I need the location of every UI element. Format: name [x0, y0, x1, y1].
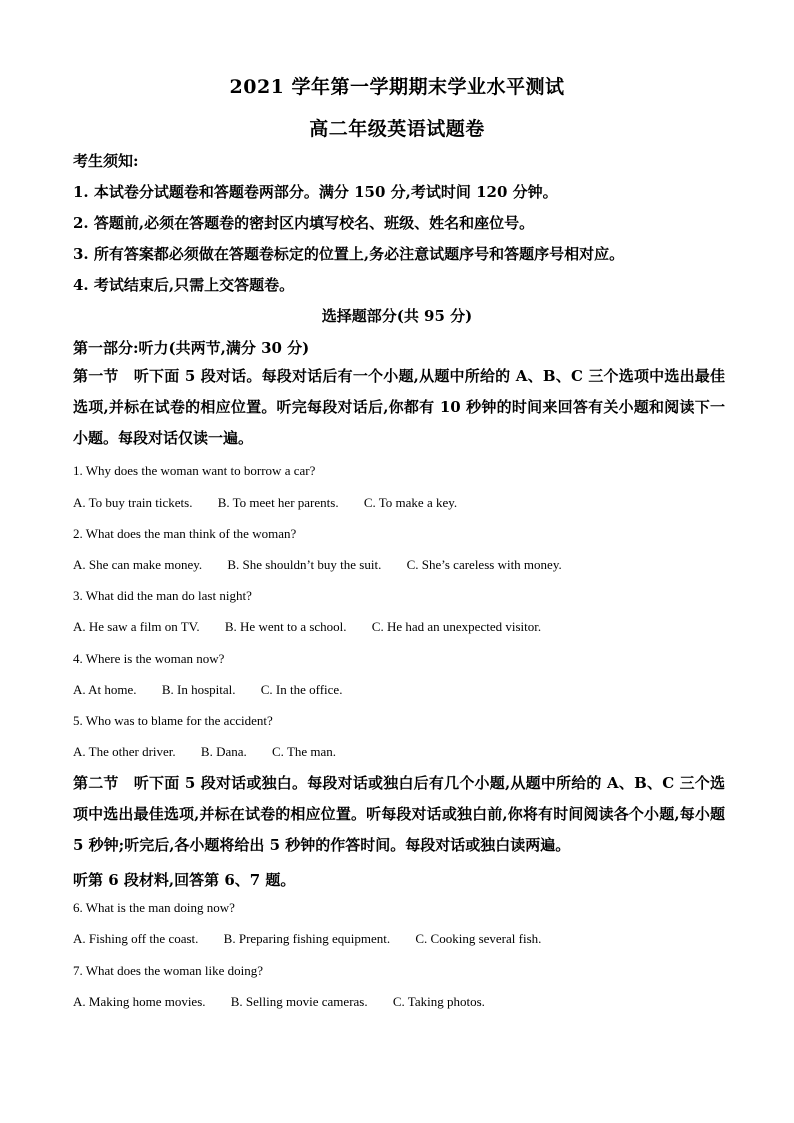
question-5: 5. Who was to blame for the accident?	[73, 713, 273, 728]
option-a: A. He saw a film on TV.	[73, 619, 200, 634]
question-2: 2. What does the man think of the woman?	[73, 526, 297, 541]
option-c: C. Taking photos.	[392, 994, 485, 1009]
question-1: 1. Why does the woman want to borrow a car?	[73, 463, 316, 478]
section1-part2-instructions: 第二节 听下面 5 段对话或独白。每段对话或独白后有几个小题,从题中所给的 A、B、C 三个选项中选出最佳选项,并标在试卷的相应位置。听每段对话或独白前,你将有时间阅读各个小题,每小题 5 秒钟;听完后,各小题将给出 5 秒钟的作答时间。每段对话或独白读两遍。	[73, 774, 725, 854]
exam-subtitle: 高二年级英语试题卷	[309, 118, 485, 140]
option-c: C. She’s careless with money.	[406, 557, 562, 572]
section1-part2-lead: 听第 6 段材料,回答第 6、7 题。	[73, 871, 296, 889]
option-b: B. Selling movie cameras.	[230, 994, 368, 1009]
question-2-options	[73, 557, 584, 573]
section1-title: 第一部分:听力(共两节,满分 30 分)	[73, 339, 310, 357]
option-a: A. To buy train tickets.	[73, 495, 193, 510]
notice-item-4: 4. 考试结束后,只需上交答题卷。	[73, 276, 295, 294]
question-7-options	[73, 994, 507, 1010]
question-6-options	[73, 931, 563, 947]
notice-heading: 考生须知:	[73, 152, 139, 170]
option-a: A. Making home movies.	[73, 994, 206, 1009]
notice-item-3: 3. 所有答案都必须做在答题卷标定的位置上,务必注意试题序号和答题序号相对应。	[73, 245, 625, 263]
option-b: B. He went to a school.	[224, 619, 347, 634]
option-b: B. In hospital.	[161, 682, 236, 697]
question-3: 3. What did the man do last night?	[73, 588, 252, 603]
option-b: B. To meet her parents.	[217, 495, 339, 510]
question-3-options	[73, 619, 563, 635]
option-c: C. In the office.	[260, 682, 343, 697]
option-b: B. She shouldn’t buy the suit.	[227, 557, 382, 572]
option-c: C. He had an unexpected visitor.	[371, 619, 542, 634]
exam-title: 2021 学年第一学期期末学业水平测试	[229, 76, 565, 98]
option-b: B. Dana.	[200, 744, 247, 759]
option-a: A. At home.	[73, 682, 137, 697]
part-title: 选择题部分(共 95 分)	[321, 307, 473, 325]
option-a: A. Fishing off the coast.	[73, 931, 199, 946]
option-a: A. She can make money.	[73, 557, 203, 572]
option-c: C. Cooking several fish.	[415, 931, 542, 946]
question-1-options	[73, 495, 479, 511]
notice-item-1: 1. 本试卷分试题卷和答题卷两部分。满分 150 分,考试时间 120 分钟。	[73, 183, 558, 201]
option-c: C. To make a key.	[363, 495, 458, 510]
question-6: 6. What is the man doing now?	[73, 900, 235, 915]
option-a: A. The other driver.	[73, 744, 176, 759]
notice-item-2: 2. 答题前,必须在答题卷的密封区内填写校名、班级、姓名和座位号。	[73, 214, 535, 232]
question-7: 7. What does the woman like doing?	[73, 963, 264, 978]
option-b: B. Preparing fishing equipment.	[223, 931, 391, 946]
question-4-options	[73, 682, 364, 698]
question-5-options	[73, 744, 358, 760]
section1-part1-instructions: 第一节 听下面 5 段对话。每段对话后有一个小题,从题中所给的 A、B、C 三个选项中选出最佳选项,并标在试卷的相应位置。听完每段对话后,你都有 10 秒钟的时间来回答有关小题和阅读下一小题。每段对话仅读一遍。	[73, 367, 725, 447]
question-4: 4. Where is the woman now?	[73, 651, 225, 666]
option-c: C. The man.	[272, 744, 337, 759]
